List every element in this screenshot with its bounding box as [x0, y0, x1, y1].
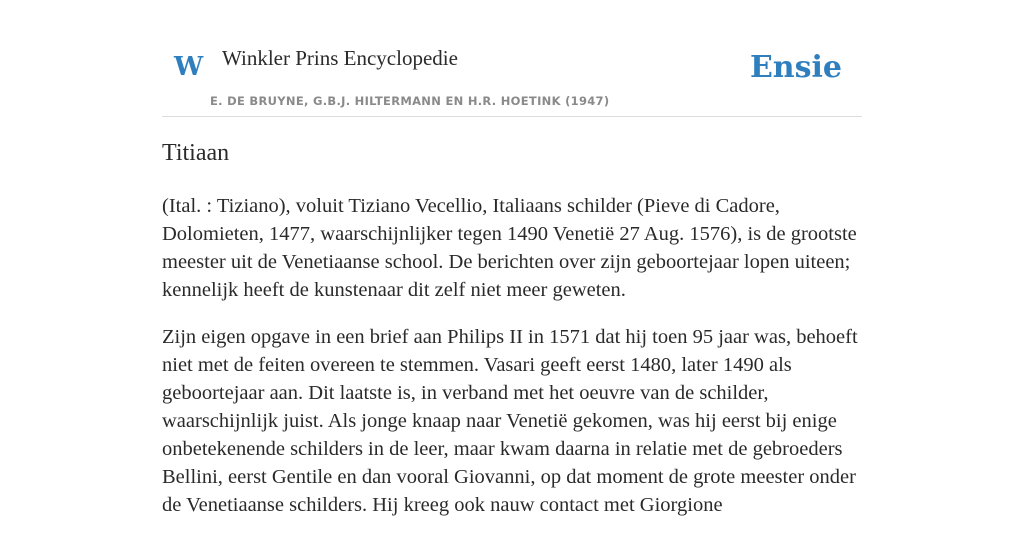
- article-paragraph: Zijn eigen opgave in een brief aan Philips II in 1571 dat hij toen 95 jaar was, behoeft niet met de feiten overeen te stemmen. Vasari geeft eerst 1480, later 1490 als geboortejaar aan. Dit laatste is, in verband met het oeuvre van de schilder, waarschijnlijk juist. Als jonge knaap naar Venetië gekomen, was hij eerst bij enige onbetekenende schilders in de leer, maar kwam daarna in relatie met de gebroeders Bellini, eerst Gentile en dan vooral Giovanni, op dat moment de grote meester onder de Venetiaanse schilders. Hij kreeg ook nauw contact met Giorgione: [162, 326, 858, 516]
- byline: E. DE BRUYNE, G.B.J. HILTERMANN EN H.R. HOETINK (1947): [210, 94, 610, 108]
- article-title: Titiaan: [162, 140, 230, 166]
- winkler-prins-logo[interactable]: W: [174, 52, 204, 82]
- article-body: [162, 192, 862, 538]
- site-title[interactable]: Winkler Prins Encyclopedie: [222, 46, 458, 70]
- article-paragraph: (Ital. : Tiziano), voluit Tiziano Vecellio, Italiaans schilder (Pieve di Cadore, Dolomieten, 1477, waarschijnlijker tegen 1490 Venetië 27 Aug. 1576), is de grootste meester uit de Venetiaanse school. De berichten over zijn geboortejaar lopen uiteen; kennelijk heeft de kunstenaar dit zelf niet meer geweten.: [162, 195, 857, 301]
- site-header: [162, 0, 862, 117]
- ensie-brand-link[interactable]: Ensie: [749, 50, 842, 85]
